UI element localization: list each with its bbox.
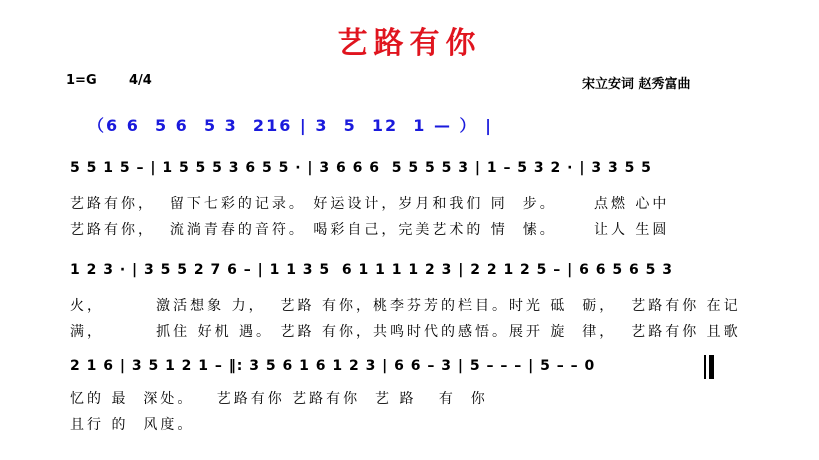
notes-row-3: 2 1 6 | 3 5 1 2 1 – ‖: 3 5 6 1 6 1 2 3 | 6 6 – 3 | 5 – – – | 5 – – 0 (70, 358, 596, 374)
lyrics-row-2-verse-2: 满， 抓住 好机 遇。 艺路 有你，共鸣时代的感悟。展开 旋 律， 艺路有你 且歌 (70, 324, 741, 340)
key-signature: 1=G (66, 73, 97, 88)
intro-line: （6 6 5 6 5 3 216 | 3 5 12 1 — ） | (88, 116, 493, 135)
lyrics-row-3-verse-2: 且行 的 风度。 (70, 417, 195, 433)
song-title: 艺路有你 (337, 26, 482, 61)
lyrics-row-3-verse-1: 忆的 最 深处。 艺路有你 艺路有你 艺 路 有 你 (70, 391, 488, 407)
credits: 宋立安词 赵秀富曲 (582, 77, 691, 92)
lyrics-row-1-verse-1: 艺路有你， 留下七彩的记录。 好运设计，岁月和我们 同 步。 点燃 心中 (70, 196, 670, 212)
lyrics-row-2-verse-1: 火， 激活想象 力， 艺路 有你，桃李芬芳的栏目。时光 砥 砺， 艺路有你 在记 (70, 298, 741, 314)
final-barline (704, 355, 718, 379)
notes-row-2: 1 2 3 · | 3 5 5 2 7 6 – | 1 1 3 5 6 1 1 1 1 2 3 | 2 2 1 2 5 – | 6 6 5 6 5 3 (70, 262, 673, 278)
time-signature: 4/4 (129, 73, 152, 88)
notes-row-1: 5 5 1 5 – | 1 5 5 5 3 6 5 5 · | 3 6 6 6 5 5 5 5 3 | 1 – 5 3 2 · | 3 3 5 5 (70, 160, 652, 176)
lyrics-row-1-verse-2: 艺路有你， 流淌青春的音符。 喝彩自己，完美艺术的 情 愫。 让人 生圆 (70, 222, 670, 238)
